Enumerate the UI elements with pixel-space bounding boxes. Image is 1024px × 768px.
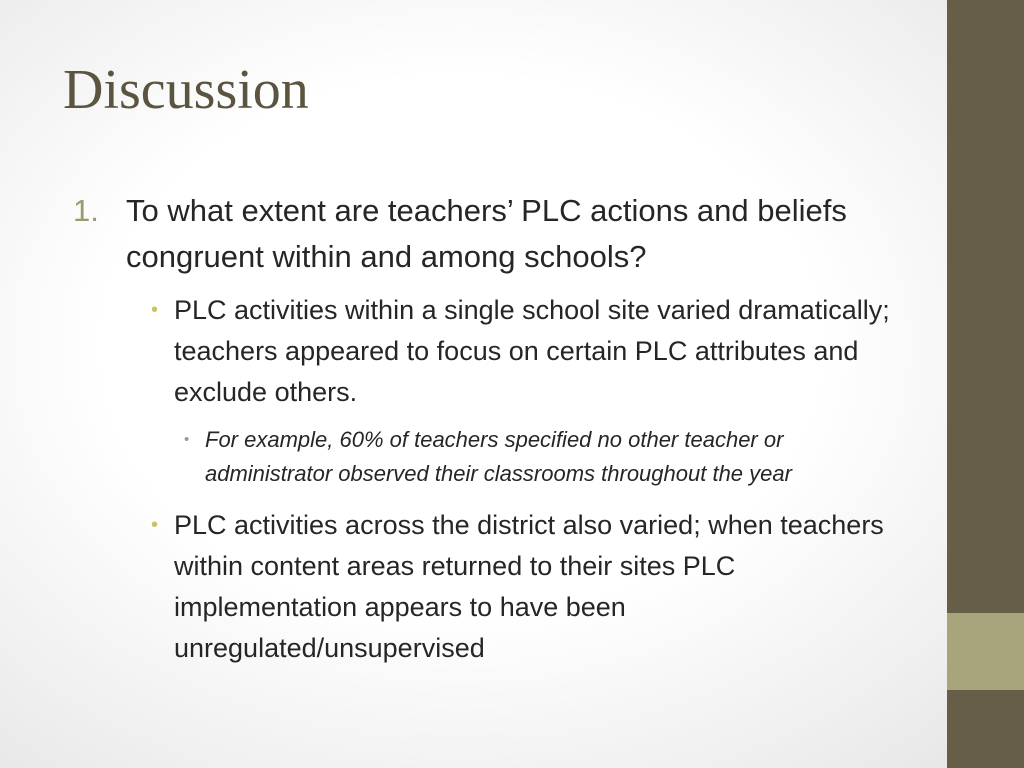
bullet-icon: • (151, 299, 159, 321)
slide-title: Discussion (63, 59, 309, 121)
example-item (73, 423, 903, 491)
bullet-icon: • (151, 514, 159, 536)
slide-body (73, 188, 903, 669)
example-text: For example, 60% of teachers specified no other teacher or administrator observed their classrooms throughout the year (205, 427, 792, 486)
bullet-icon: • (184, 431, 190, 448)
question-item (73, 188, 903, 280)
finding-text: PLC activities within a single school site varied dramatically; teachers appeared to focus on certain PLC attributes and exclude others. (174, 295, 890, 407)
finding-text: PLC activities across the district also varied; when teachers within content areas returned to their sites PLC implementation appears to have been unregulated/unsupervised (174, 510, 884, 663)
finding-item (73, 505, 903, 669)
list-number: 1. (73, 193, 99, 228)
finding-item (73, 290, 903, 413)
side-accent-block (947, 613, 1024, 690)
question-text: To what extent are teachers’ PLC actions and beliefs congruent within and among schools? (126, 193, 847, 274)
